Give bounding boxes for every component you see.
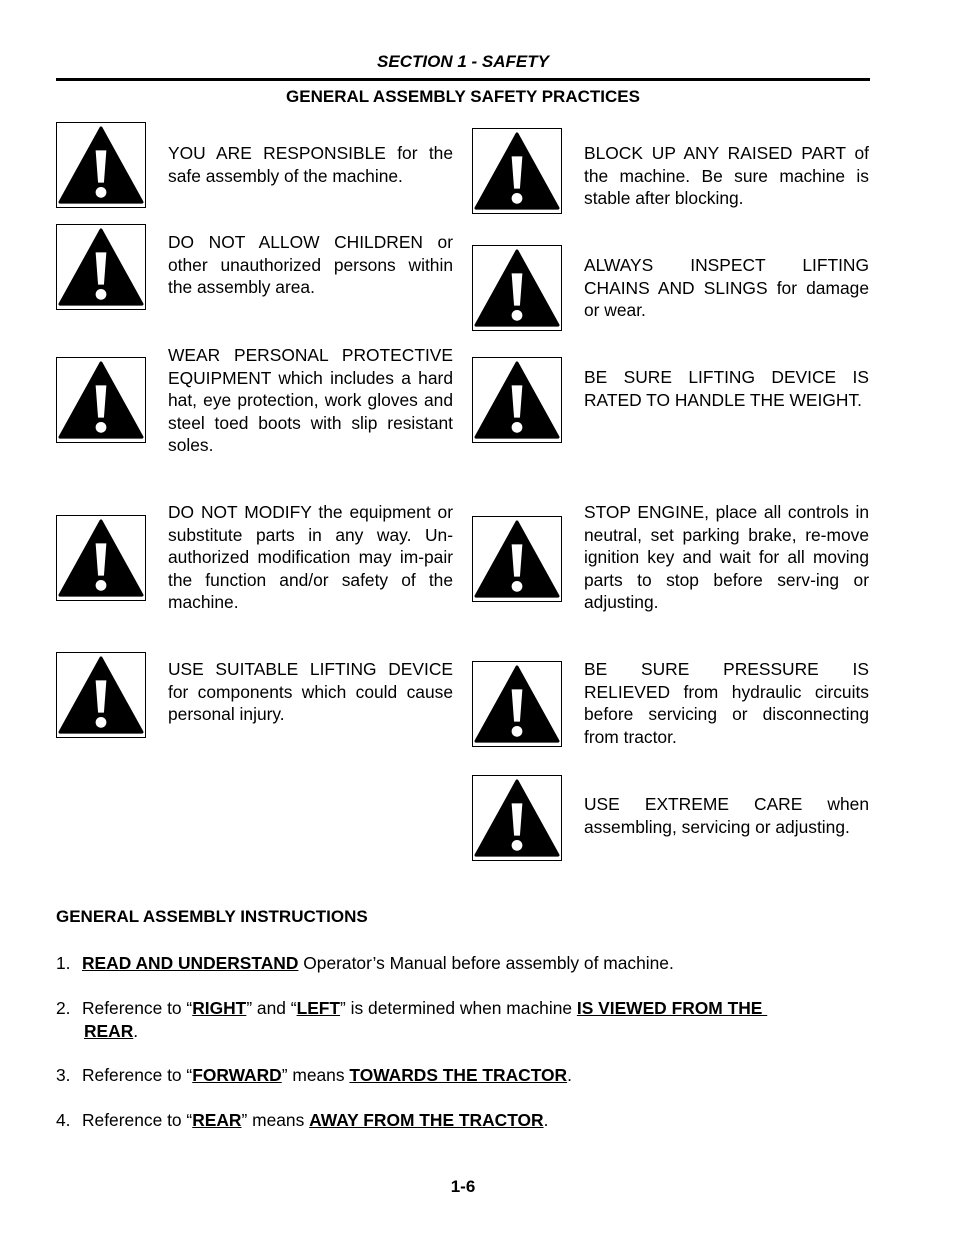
item-number: 1. [56, 953, 71, 973]
warning-text-left-4: DO NOT MODIFY the equipment or substitute parts in any way. Un-authorized modification may im-pair the function and/or safety of the machine. [168, 502, 453, 612]
warning-text-left-3: WEAR PERSONAL PROTECTIVE EQUIPMENT which includes a hard hat, eye protection, work gloves and steel toed boots with slip resistant soles. [168, 345, 453, 455]
warning-text-left-1: YOU ARE RESPONSIBLE for the safe assembly of the machine. [168, 143, 453, 186]
instruction-item-2 [56, 997, 856, 1042]
warning-icon [472, 245, 562, 331]
page-number: 1-6 [450, 1177, 476, 1196]
emphasis: RIGHT [192, 998, 247, 1018]
item-number: 3. [56, 1065, 71, 1085]
warning-icon [56, 224, 146, 310]
instruction-item-1 [56, 952, 856, 975]
instruction-text: . [567, 1065, 572, 1085]
instruction-item-4 [56, 1109, 856, 1132]
warning-text-right-2: ALWAYS INSPECT LIFTING CHAINS AND SLINGS for damage or wear. [584, 255, 869, 320]
section-header: SECTION 1 - SAFETY [377, 52, 549, 71]
emphasis: IS VIEWED FROM THE [576, 998, 768, 1018]
warning-icon [56, 122, 146, 208]
instruction-text: ” is determined when machine [340, 998, 577, 1018]
page-subtitle: GENERAL ASSEMBLY SAFETY PRACTICES [286, 87, 640, 106]
emphasis: FORWARD [192, 1065, 282, 1085]
warning-text-left-5: USE SUITABLE LIFTING DEVICE for components which could cause personal injury. [168, 659, 453, 724]
item-number: 4. [56, 1110, 71, 1130]
instruction-text: Reference to “ [82, 1110, 193, 1130]
warning-icon [56, 652, 146, 738]
instruction-text: ” means [281, 1065, 350, 1085]
emphasis: TOWARDS THE TRACTOR [349, 1065, 568, 1085]
emphasis: REAR [84, 1020, 134, 1041]
header-rule [56, 78, 870, 81]
warning-text-right-1: BLOCK UP ANY RAISED PART of the machine. Be sure machine is stable after blocking. [584, 143, 869, 208]
warning-icon [472, 661, 562, 747]
warning-icon [472, 516, 562, 602]
instructions-title: GENERAL ASSEMBLY INSTRUCTIONS [56, 907, 368, 926]
item-number: 2. [56, 998, 71, 1018]
warning-text-right-6: USE EXTREME CARE when assembling, servicing or adjusting. [584, 794, 869, 837]
instruction-text: Operator’s Manual before assembly of machine. [298, 953, 674, 973]
instruction-text: ” and “ [246, 998, 297, 1018]
instruction-text: Reference to “ [82, 998, 193, 1018]
warning-text-right-5: BE SURE PRESSURE IS RELIEVED from hydraulic circuits before servicing or disconnecting from tractor. [584, 659, 869, 747]
warning-icon [56, 515, 146, 601]
emphasis: READ AND UNDERSTAND [82, 953, 299, 973]
warning-icon [472, 128, 562, 214]
instruction-continuation [56, 1020, 856, 1043]
emphasis: LEFT [296, 998, 341, 1018]
warning-icon [472, 775, 562, 861]
instruction-item-3 [56, 1064, 856, 1087]
instruction-text: . [133, 1020, 139, 1041]
warning-text-left-2: DO NOT ALLOW CHILDREN or other unauthorized persons within the assembly area. [168, 232, 453, 297]
warning-icon [472, 357, 562, 443]
warning-text-right-4: STOP ENGINE, place all controls in neutral, set parking brake, re-move ignition key and wait for all moving parts to stop before serv-ing or adjusting. [584, 502, 869, 612]
instruction-text: ” means [241, 1110, 310, 1130]
emphasis: REAR [192, 1110, 242, 1130]
instruction-text: Reference to “ [82, 1065, 193, 1085]
instruction-text: . [543, 1110, 549, 1130]
emphasis: AWAY FROM THE TRACTOR [309, 1110, 544, 1130]
warning-text-right-3: BE SURE LIFTING DEVICE IS RATED TO HANDLE THE WEIGHT. [584, 367, 869, 410]
warning-icon [56, 357, 146, 443]
